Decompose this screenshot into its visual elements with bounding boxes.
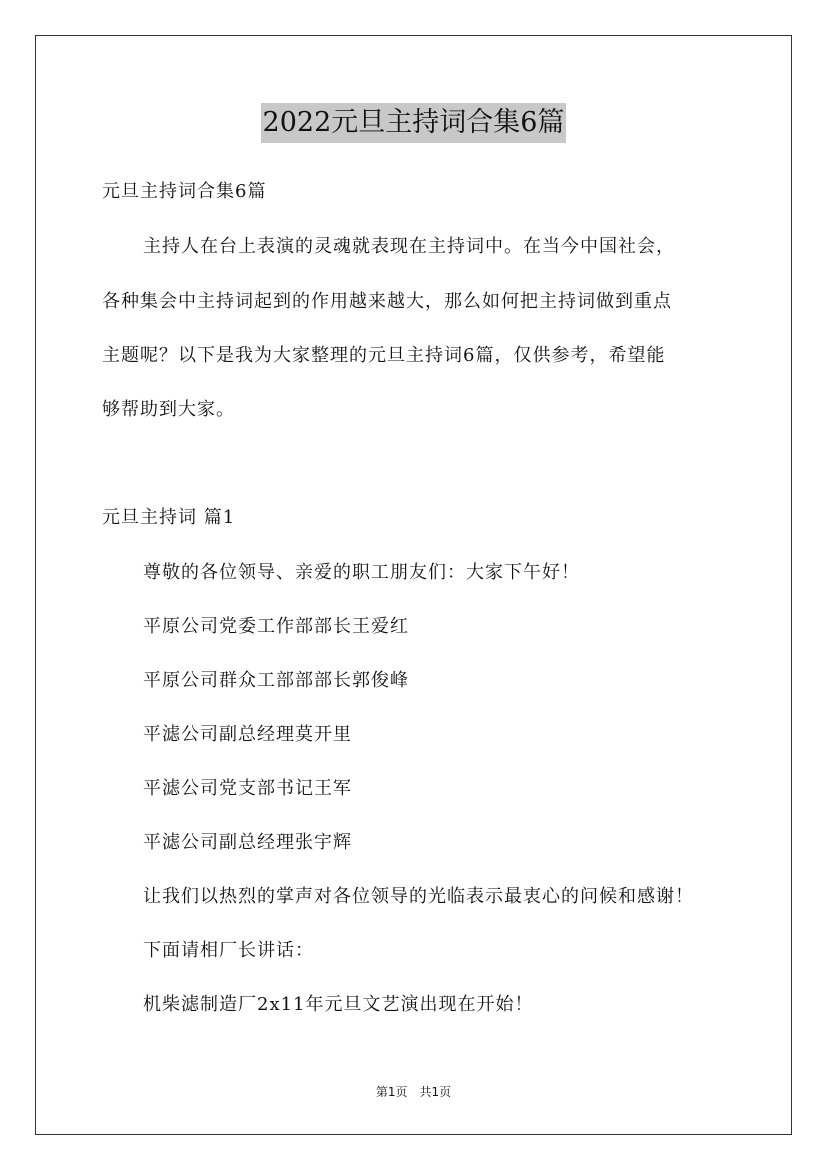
body-line: 平原公司群众工部部部长郭俊峰: [143, 670, 409, 691]
body-line: 平滤公司副总经理张宇辉: [143, 832, 352, 853]
intro-line-4: 够帮助到大家。: [102, 399, 235, 420]
body-line: 尊敬的各位领导、亲爱的职工朋友们：大家下午好！: [143, 562, 580, 583]
body-line: 平原公司党委工作部部长王爱红: [143, 616, 409, 637]
intro-line-2: 各种集会中主持词起到的作用越来越大，那么如何把主持词做到重点: [102, 291, 672, 312]
body-line: 下面请相厂长讲话：: [143, 940, 314, 961]
section-heading: 元旦主持词 篇1: [102, 507, 236, 528]
document-subtitle: 元旦主持词合集6篇: [102, 181, 267, 202]
body-line: 平滤公司副总经理莫开里: [143, 724, 352, 745]
title-container: [0, 103, 827, 143]
body-line: 让我们以热烈的掌声对各位领导的光临表示最衷心的问候和感谢！: [143, 886, 694, 907]
body-line: 平滤公司党支部书记王军: [143, 778, 352, 799]
intro-line-1: 主持人在台上表演的灵魂就表现在主持词中。在当今中国社会，: [143, 236, 675, 257]
document-title: 2022元旦主持词合集6篇: [261, 103, 567, 143]
body-line: 机柴滤制造厂2x11年元旦文艺演出现在开始！: [143, 994, 534, 1015]
page-footer: 第1页 共1页: [375, 1085, 452, 1099]
intro-line-3: 主题呢？以下是我为大家整理的元旦主持词6篇，仅供参考，希望能: [102, 345, 666, 366]
